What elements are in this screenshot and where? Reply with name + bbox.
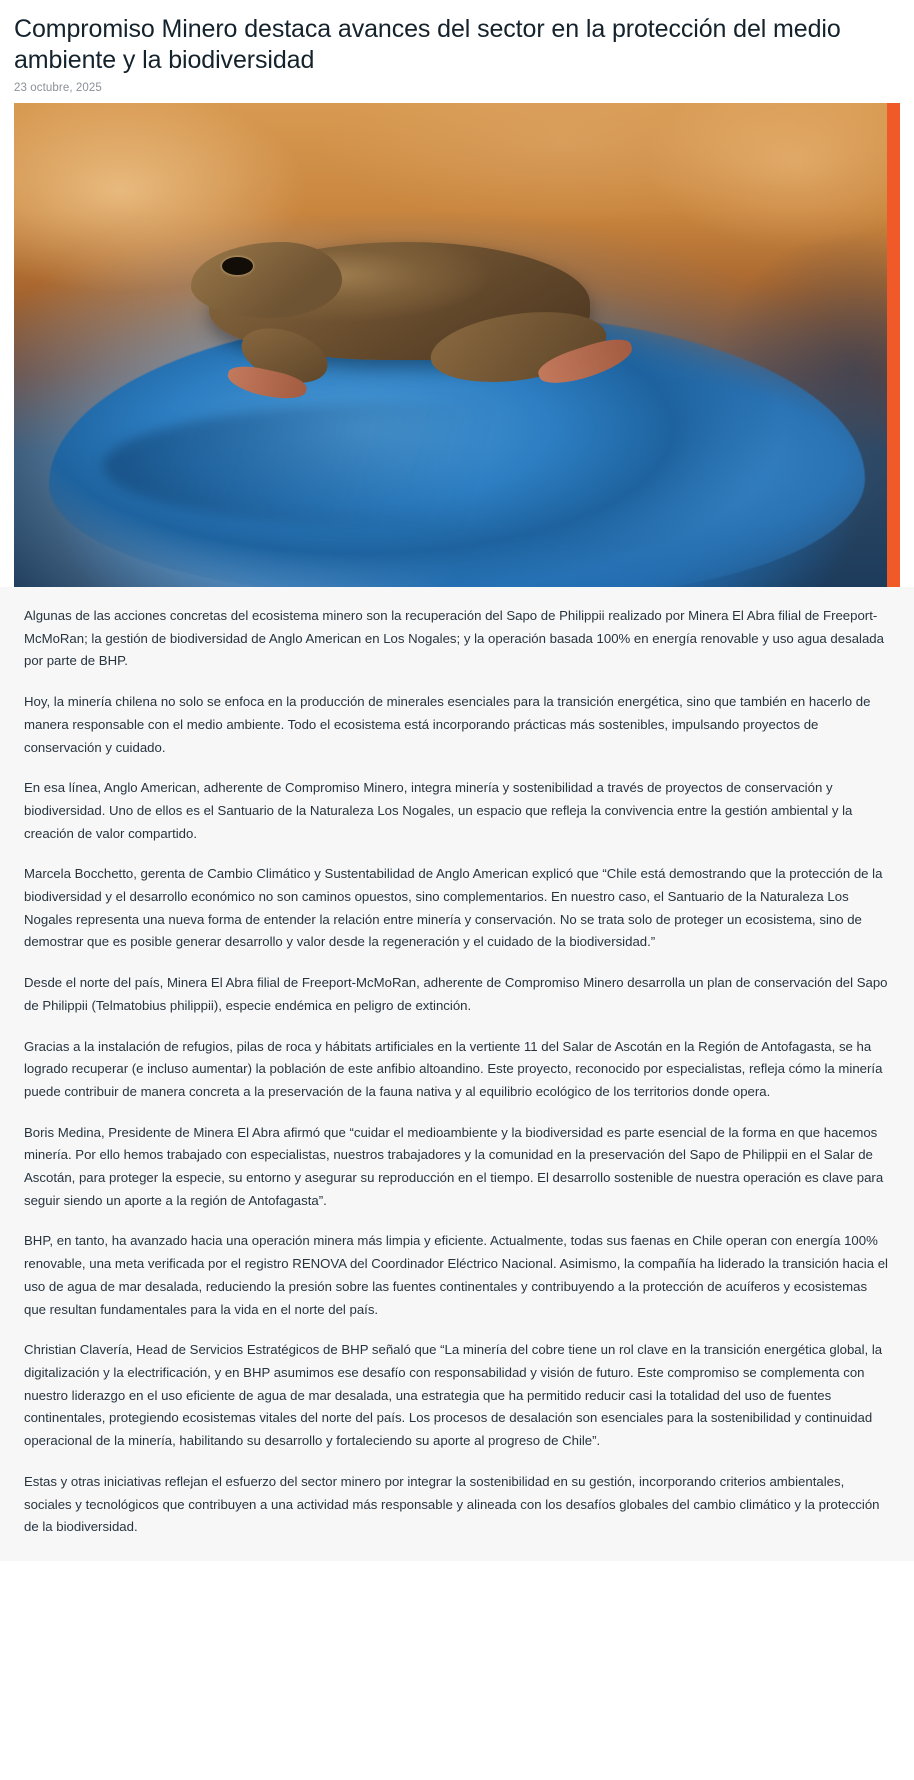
article-paragraph: Gracias a la instalación de refugios, pilas de roca y hábitats artificiales en la vertiente 11 del Salar de Ascotán en la Región de Antofagasta, se ha logrado recuperar (e incluso aumentar) la población de este anfibio altoandino. Este proyecto, reconocido por especialistas, refleja cómo la minería puede contribuir de manera concreta a la preservación de la fauna nativa y al equilibrio ecológico de los territorios donde opera. — [24, 1038, 883, 1099]
article-paragraph: BHP, en tanto, ha avanzado hacia una operación minera más limpia y eficiente. Actualmente, todas sus faenas en Chile operan con energía 100% renovable, una meta verificada por el registro RENOVA del Coordinador Eléctrico Nacional. Asimismo, la compañía ha liderado la transición hacia el uso de agua de mar desalada, reduciendo la presión sobre las fuentes continentales y contribuyendo a la protección de acuíferos y ecosistemas que resultan fundamentales para la vida en el norte del país. — [24, 1233, 888, 1317]
article-paragraph: Boris Medina, Presidente de Minera El Abra afirmó que “cuidar el medioambiente y la biodiversidad es parte esencial de la forma en que hacemos minería. Por ello hemos trabajado con especialistas, nuestros trabajadores y la comunidad en la preservación del Sapo de Philippii en el Salar de Ascotán, para proteger la especie, su entorno y asegurar su reproducción en el tiempo. El desarrollo sostenible de nuestra operación es clave para seguir siendo un aporte a la región de Antofagasta”. — [24, 1124, 884, 1208]
frog-eye — [222, 257, 253, 275]
hero-image — [14, 103, 900, 587]
frog-head — [191, 242, 342, 318]
page-title: Compromiso Minero destaca avances del sector en la protección del medio ambiente y la biodiversidad — [14, 15, 841, 74]
article-paragraph: Algunas de las acciones concretas del ecosistema minero son la recuperación del Sapo de Philippii realizado por Minera El Abra filial de Freeport-McMoRan; la gestión de biodiversidad de Anglo American en Los Nogales; y la operación basada 100% en energía renovable y uso agua desalada por parte de BHP. — [24, 608, 884, 669]
orange-accent-bar — [887, 103, 900, 587]
article-paragraph: Christian Clavería, Head de Servicios Estratégicos de BHP señaló que “La minería del cobre tiene un rol clave en la transición energética global, la digitalización y la electrificación, y en BHP asumimos ese desafío con responsabilidad y visión de futuro. Este compromiso se complementa con nuestro liderazgo en el uso eficiente de agua de mar desalada, una estrategia que ha permitido reducir casi la totalidad del uso de fuentes continentales, protegiendo ecosistemas vitales del norte del país. Los procesos de desalación son esenciales para la sostenibilidad y continuidad operacional de la minería, habilitando su desarrollo y fortaleciendo su aporte al progreso de Chile”. — [24, 1342, 883, 1449]
glove-fold-shadow — [103, 403, 723, 529]
article-body — [0, 587, 914, 1561]
article-paragraph: Desde el norte del país, Minera El Abra filial de Freeport-McMoRan, adherente de Compromiso Minero desarrolla un plan de conservación del Sapo de Philippii (Telmatobius philippii), especie endémica en peligro de extinción. — [24, 975, 888, 1013]
article-paragraph: Marcela Bocchetto, gerenta de Cambio Climático y Sustentabilidad de Anglo American explicó que “Chile está demostrando que la protección de la biodiversidad y el desarrollo económico no son caminos opuestos, sino complementarios. En nuestro caso, el Santuario de la Naturaleza Los Nogales representa una nueva forma de entender la relación entre minería y conservación. No se trata solo de proteger un ecosistema, sino de demostrar que es posible generar desarrollo y valor desde la regeneración y el cuidado de la biodiversidad.” — [24, 866, 883, 950]
article-paragraph: Hoy, la minería chilena no solo se enfoca en la producción de minerales esenciales para la transición energética, sino que también en hacerlo de manera responsable con el medio ambiente. Todo el ecosistema está incorporando prácticas más sostenibles, impulsando proyectos de conservación y cuidado. — [24, 694, 871, 755]
article-paragraph: Estas y otras iniciativas reflejan el esfuerzo del sector minero por integrar la sostenibilidad en su gestión, incorporando criterios ambientales, sociales y tecnológicos que contribuyen a una actividad más responsable y alineada con los desafíos globales del cambio climático y la protección de la biodiversidad. — [24, 1473, 880, 1535]
publish-date: 23 octubre, 2025 — [14, 82, 102, 94]
frog-illustration — [191, 229, 634, 394]
article-paragraph: En esa línea, Anglo American, adherente de Compromiso Minero, integra minería y sostenibilidad a través de proyectos de conservación y biodiversidad. Uno de ellos es el Santuario de la Naturaleza Los Nogales, un espacio que refleja la convivencia entre la gestión ambiental y la creación de valor compartido. — [24, 780, 853, 841]
article-header — [0, 0, 914, 94]
